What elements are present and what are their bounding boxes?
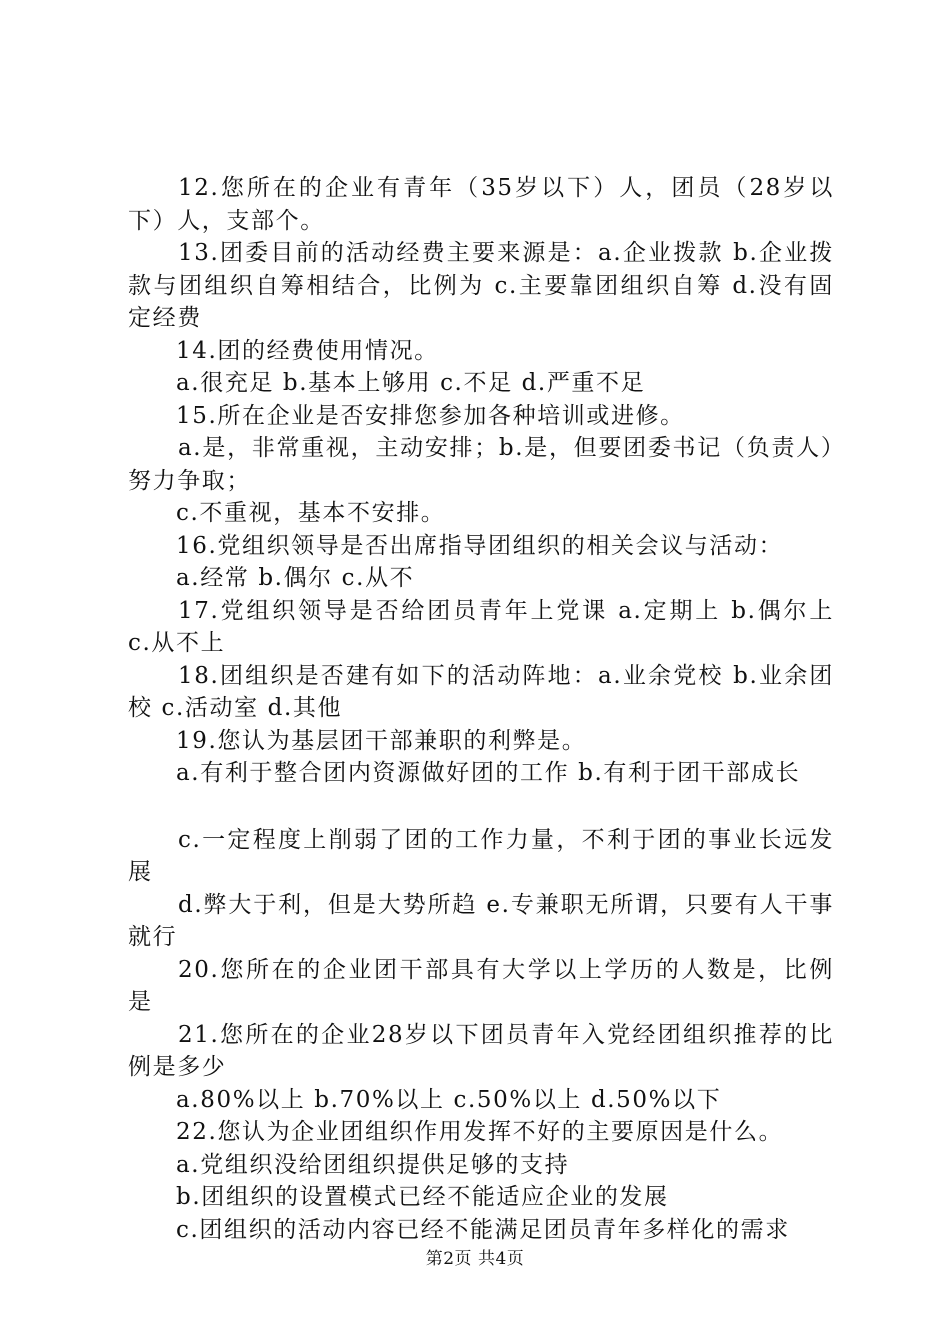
question-19-option-c: c.一定程度上削弱了团的工作力量，不利于团的事业长远发展 xyxy=(128,826,834,885)
question-15-options-ab: a.是，非常重视，主动安排；b.是，但要团委书记（负责人）努力争取； xyxy=(128,435,834,494)
question-12: 12.您所在的企业有青年（35岁以下）人，团员（28岁以下）人，支部个。 xyxy=(128,175,834,234)
question-21: 21.您所在的企业28岁以下团员青年入党经团组织推荐的比例是多少 xyxy=(128,1021,834,1080)
question-18: 18.团组织是否建有如下的活动阵地：a.业余党校 b.业余团校 c.活动室 d.其他 xyxy=(128,662,834,721)
question-15-option-c: c.不重视，基本不安排。 xyxy=(176,500,446,526)
question-16-options: a.经常 b.偶尔 c.从不 xyxy=(176,565,415,591)
question-19-options-de: d.弊大于利，但是大势所趋 e.专兼职无所谓，只要有人干事就行 xyxy=(128,891,834,950)
question-19-options-ab: a.有利于整合团内资源做好团的工作 b.有利于团干部成长 xyxy=(176,760,801,786)
question-17: 17.党组织领导是否给团员青年上党课 a.定期上 b.偶尔上 c.从不上 xyxy=(128,597,834,656)
question-22: 22.您认为企业团组织作用发挥不好的主要原因是什么。 xyxy=(176,1119,784,1145)
question-22-option-c: c.团组织的活动内容已经不能满足团员青年多样化的需求 xyxy=(176,1216,790,1243)
question-16: 16.党组织领导是否出席指导团组织的相关会议与活动： xyxy=(176,532,784,559)
question-21-options: a.80%以上 b.70%以上 c.50%以上 d.50%以下 xyxy=(176,1086,722,1113)
question-22-option-b: b.团组织的设置模式已经不能适应企业的发展 xyxy=(176,1184,669,1210)
questionnaire-body xyxy=(128,172,834,1246)
question-19: 19.您认为基层团干部兼职的利弊是。 xyxy=(176,727,587,754)
question-20: 20.您所在的企业团干部具有大学以上学历的人数是，比例是 xyxy=(128,956,834,1015)
page-number-footer: 第2页 共4页 xyxy=(425,1249,525,1269)
question-15: 15.所在企业是否安排您参加各种培训或进修。 xyxy=(176,402,685,429)
question-14-options: a.很充足 b.基本上够用 c.不足 d.严重不足 xyxy=(176,370,646,396)
question-14: 14.团的经费使用情况。 xyxy=(176,337,439,364)
question-22-option-a: a.党组织没给团组织提供足够的支持 xyxy=(176,1151,570,1178)
question-13: 13.团委目前的活动经费主要来源是：a.企业拨款 b.企业拨款与团组织自筹相结合，比例为 c.主要靠团组织自筹 d.没有固定经费 xyxy=(128,240,834,331)
